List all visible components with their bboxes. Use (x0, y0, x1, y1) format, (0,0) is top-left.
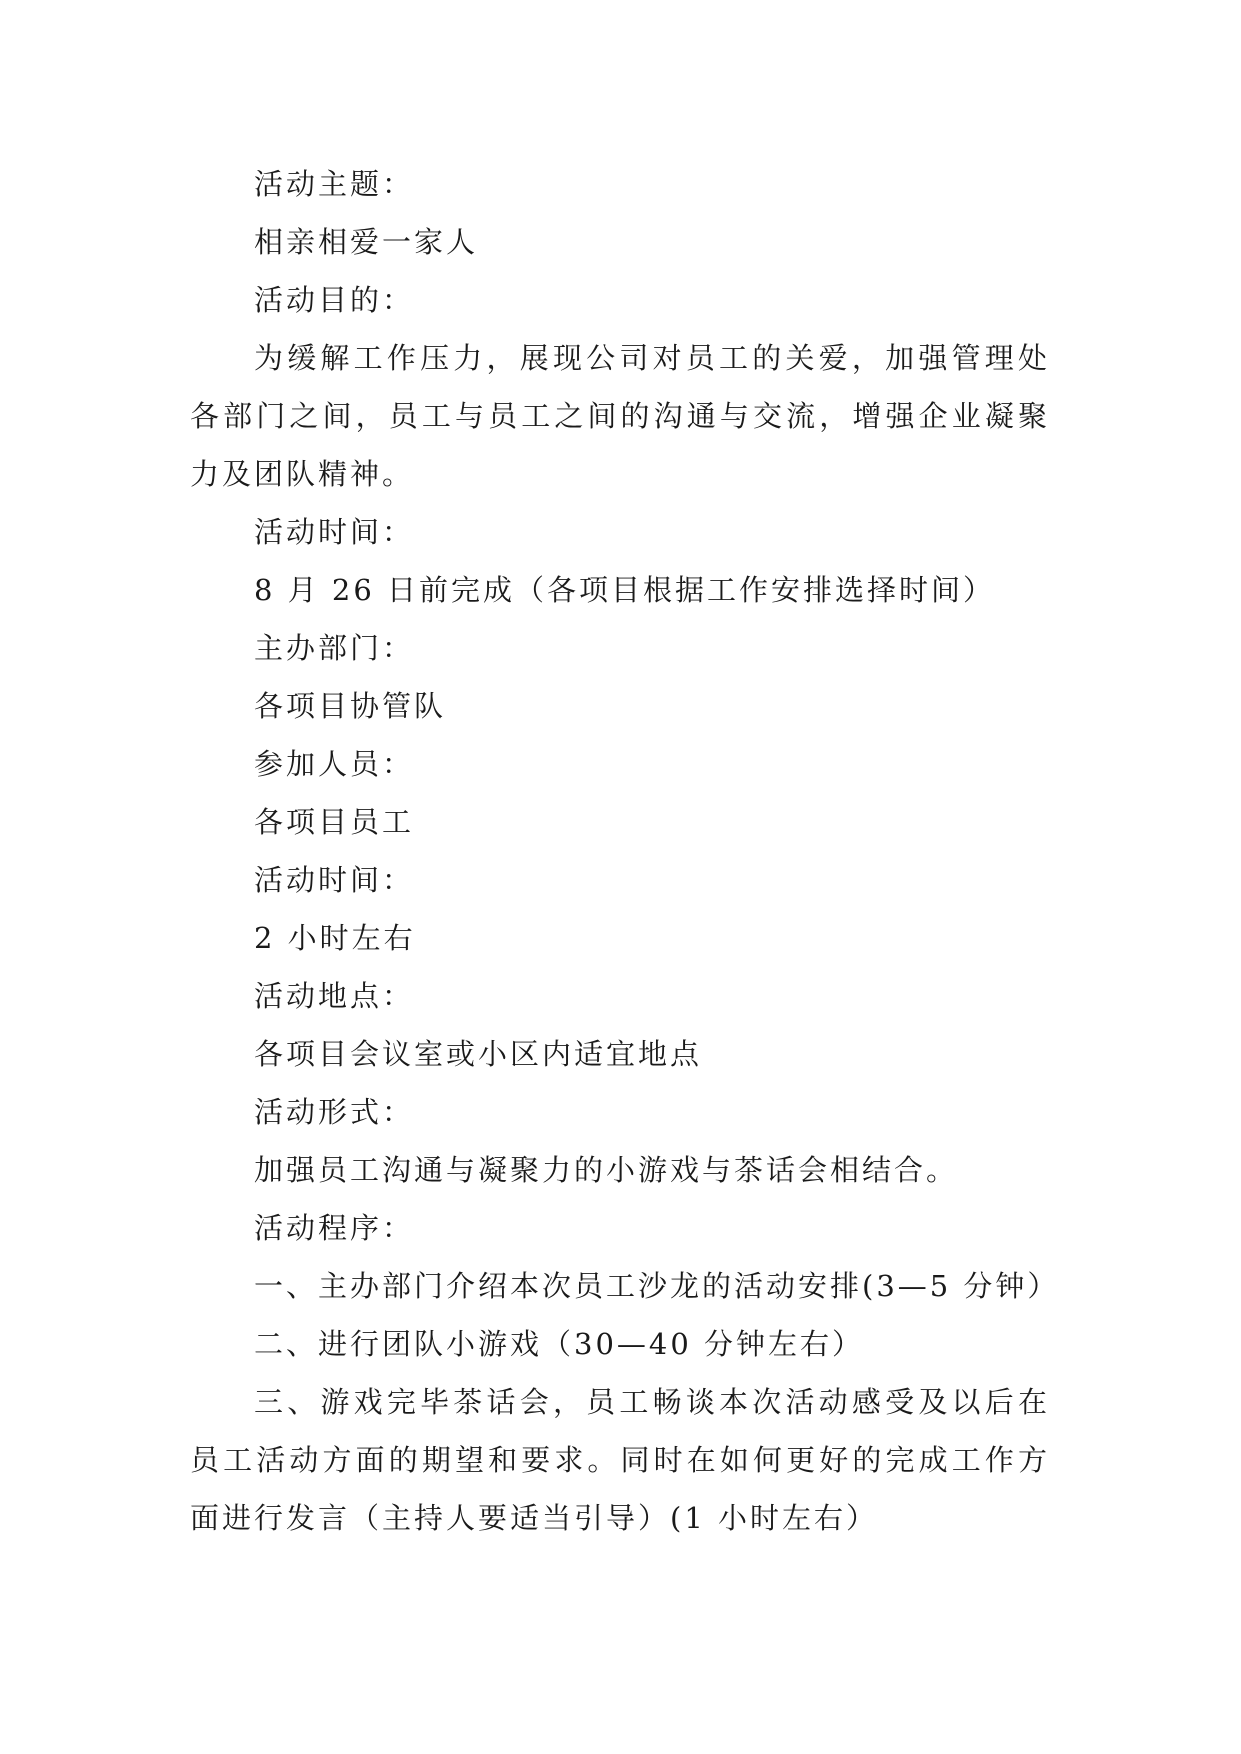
procedure-step-3: 三、游戏完毕茶话会，员工畅谈本次活动感受及以后在员工活动方面的期望和要求。同时在如何更好的完成工作方面进行发言（主持人要适当引导）(1 小时左右） (190, 1385, 1050, 1535)
theme-heading: 活动主题： (254, 167, 415, 201)
participants-heading: 参加人员： (254, 747, 415, 781)
duration-value: 2 小时左右 (254, 921, 416, 955)
location-value: 各项目会议室或小区内适宜地点 (254, 1037, 703, 1071)
time-heading: 活动时间： (254, 515, 415, 549)
organizer-heading: 主办部门： (254, 631, 415, 665)
theme-value: 相亲相爱一家人 (254, 225, 479, 259)
document-body (190, 155, 1060, 1547)
location-heading: 活动地点： (254, 979, 415, 1013)
organizer-value: 各项目协管队 (254, 689, 447, 723)
purpose-heading: 活动目的： (254, 283, 415, 317)
format-value: 加强员工沟通与凝聚力的小游戏与茶话会相结合。 (254, 1153, 959, 1187)
procedure-heading: 活动程序： (254, 1211, 415, 1245)
participants-value: 各项目员工 (254, 805, 415, 839)
time-value: 8 月 26 日前完成（各项目根据工作安排选择时间） (254, 573, 996, 607)
purpose-text: 为缓解工作压力，展现公司对员工的关爱，加强管理处各部门之间，员工与员工之间的沟通与交流，增强企业凝聚力及团队精神。 (190, 341, 1050, 491)
procedure-step-1: 一、主办部门介绍本次员工沙龙的活动安排(3—5 分钟） (254, 1269, 1060, 1303)
format-heading: 活动形式： (254, 1095, 415, 1129)
duration-heading: 活动时间： (254, 863, 415, 897)
procedure-step-2: 二、进行团队小游戏（30—40 分钟左右） (254, 1327, 865, 1361)
